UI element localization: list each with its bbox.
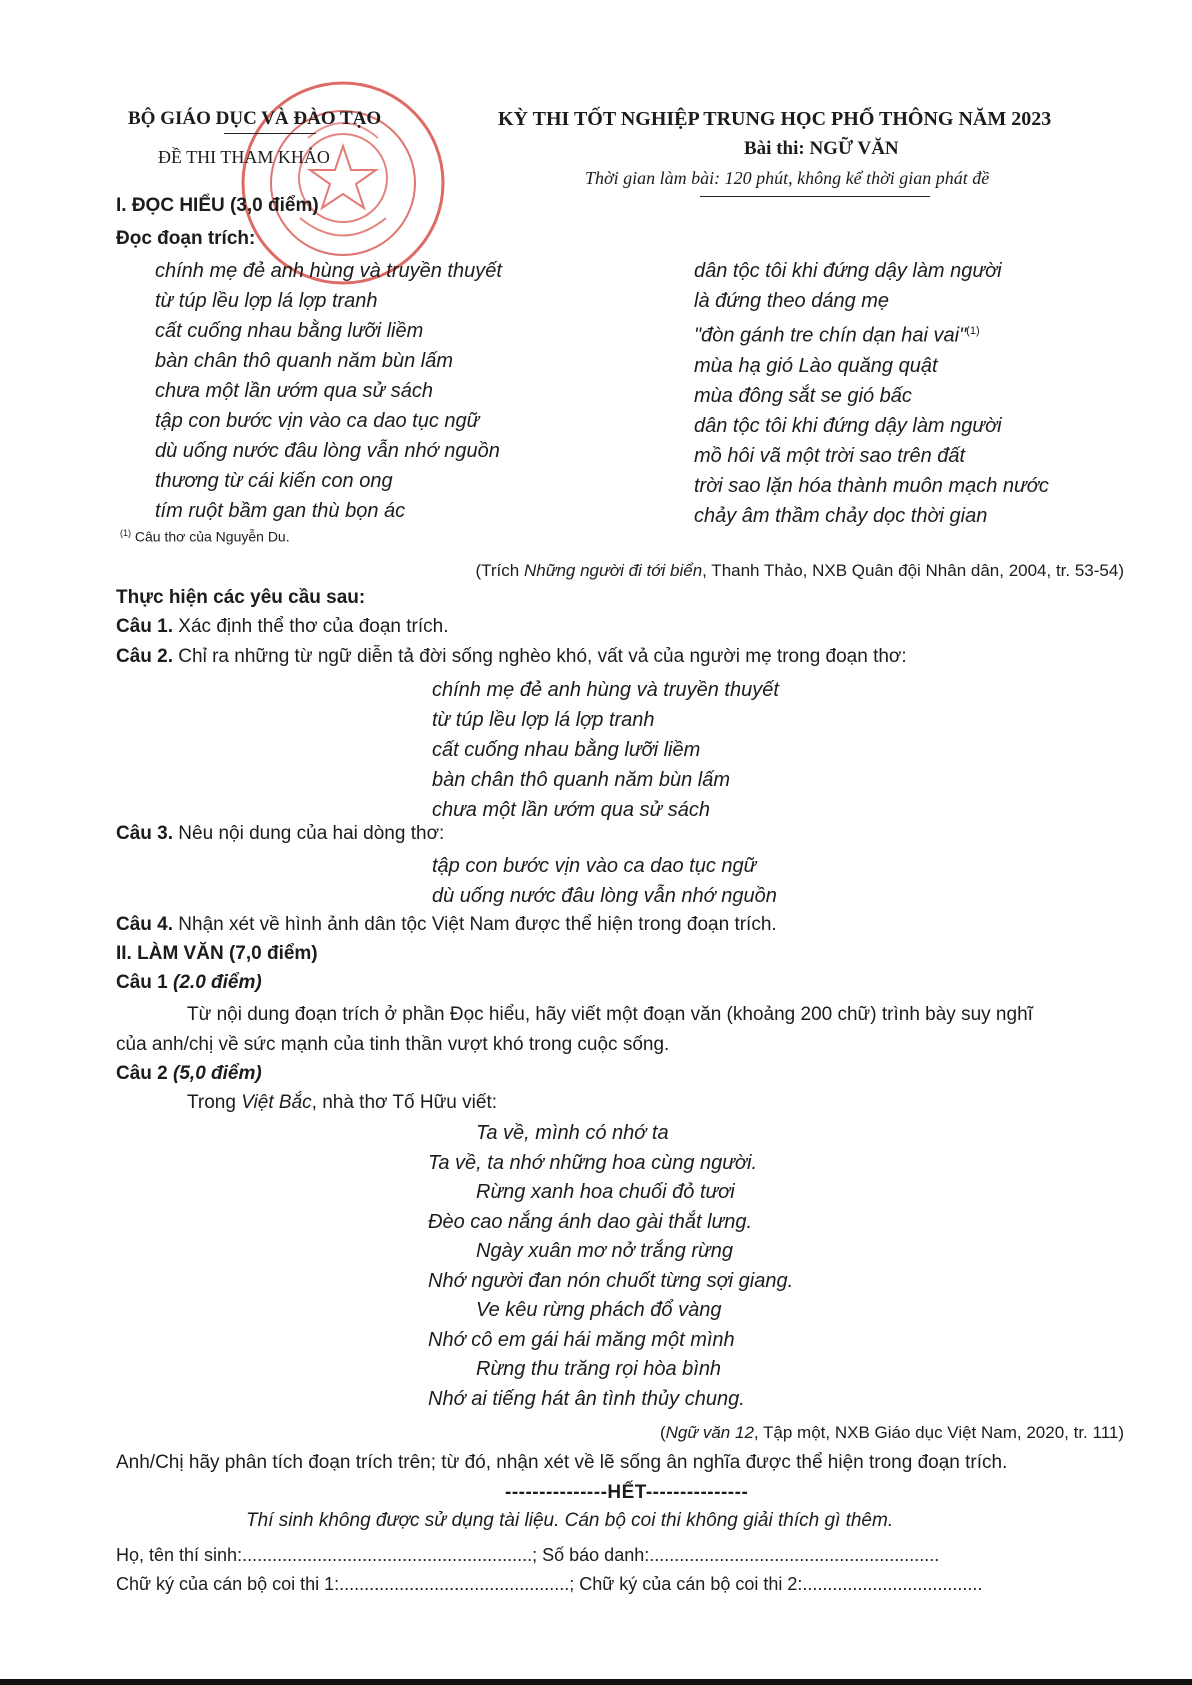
poem-line: tập con bước vịn vào ca dao tục ngữ [155, 410, 480, 432]
footnote-ref: (1) [966, 325, 980, 337]
poem-line: Ngày xuân mơ nở trắng rừng [476, 1240, 733, 1262]
essay-points: (5,0 điểm) [173, 1063, 262, 1084]
poem-line: chính mẹ đẻ anh hùng và truyền thuyết [155, 260, 502, 282]
poem-line: Rừng thu trăng rọi hòa bình [476, 1358, 722, 1380]
poem-line: Đèo cao nắng ánh dao gài thắt lưng. [428, 1210, 753, 1233]
exam-notice: Thí sinh không được sử dụng tài liệu. Cán bộ coi thi không giải thích gì thêm. [246, 1510, 894, 1531]
poem-line: Ta về, ta nhớ những hoa cùng người. [428, 1151, 758, 1174]
essay-1-text-line-2: của anh/chị về sức mạnh của tinh thần vượt khó trong cuộc sống. [116, 1034, 670, 1055]
essay-2-heading [116, 1063, 262, 1086]
poem-line: cất cuống nhau bằng lưỡi liềm [155, 320, 424, 342]
source-open: ( [659, 1423, 666, 1442]
viet-bac-poem [428, 1119, 793, 1414]
intro-work: Việt Bắc [241, 1092, 312, 1113]
quote-line: cất cuống nhau bằng lưỡi liềm [432, 739, 701, 761]
essay-source [660, 1423, 1124, 1443]
poem-line: "đòn gánh tre chín dạn hai vai" [694, 324, 967, 347]
question-text: Nêu nội dung của hai dòng thơ: [173, 823, 445, 844]
poem-line: chảy âm thầm chảy dọc thời gian [694, 504, 988, 527]
source-suffix: , Thanh Thảo, NXB Quân đội Nhân dân, 2004, tr. 53-54) [702, 561, 1124, 580]
essay-label: Câu 1 [116, 972, 168, 993]
essay-label: Câu 2 [116, 1063, 168, 1084]
essay-points: (2.0 điểm) [173, 972, 262, 993]
quote-line: chưa một lần ướm qua sử sách [432, 799, 711, 821]
candidate-info-line: Họ, tên thí sinh:..........................................................; Số báo danh:.......................................................... [116, 1545, 940, 1565]
poem-line: Ta về, mình có nhớ ta [476, 1122, 669, 1144]
intro-b: , nhà thơ Tố Hữu viết: [311, 1092, 498, 1113]
requirements-heading: Thực hiện các yêu cầu sau: [116, 587, 366, 608]
reading-intro: Đọc đoạn trích: [116, 228, 256, 249]
footnote-mark: (1) [120, 528, 131, 538]
reading-source [475, 561, 1124, 581]
question-3-quote [432, 851, 777, 911]
poem-line: Nhớ cô em gái hái măng một mình [428, 1328, 735, 1351]
header-divider-right [700, 196, 930, 197]
poem-left-column [155, 256, 502, 526]
poem-line: mùa đông sắt se gió bấc [694, 384, 912, 407]
poem-right-column [694, 256, 1049, 531]
source-title: Ngữ văn 12 [665, 1423, 754, 1442]
question-2-quote [432, 675, 779, 825]
source-prefix: (Trích [475, 561, 524, 580]
quote-line: từ túp lều lợp lá lợp tranh [432, 709, 655, 731]
question-label: Câu 3. [116, 823, 174, 844]
poem-line: tím ruột bầm gan thù bọn ác [155, 500, 406, 522]
ministry-name: BỘ GIÁO DỤC VÀ ĐÀO TẠO [128, 108, 382, 129]
poem-line: mồ hôi vã một trời sao trên đất [694, 444, 966, 467]
question-2 [116, 646, 907, 669]
quote-line: chính mẹ đẻ anh hùng và truyền thuyết [432, 679, 779, 701]
poem-line: Nhớ ai tiếng hát ân tình thủy chung. [428, 1387, 745, 1410]
section-reading-title: I. ĐỌC HIỂU (3,0 điểm) [116, 195, 319, 216]
poem-line: Ve kêu rừng phách đổ vàng [476, 1299, 722, 1321]
poem-line: là đứng theo dáng mẹ [694, 290, 890, 312]
poem-line: bàn chân thô quanh năm bùn lấm [155, 350, 453, 372]
proctor-signature-line: Chữ ký của cán bộ coi thi 1:..............................................; Chữ ký của cán bộ coi thi 2:.................................... [116, 1574, 983, 1594]
essay-1-text-line-1: Từ nội dung đoạn trích ở phần Đọc hiểu, hãy viết một đoạn văn (khoảng 200 chữ) trình bày suy nghĩ [187, 1004, 1033, 1025]
question-text: Nhận xét về hình ảnh dân tộc Việt Nam được thể hiện trong đoạn trích. [173, 914, 777, 935]
poem-line: dân tộc tôi khi đứng dậy làm người [694, 260, 1002, 282]
section-writing-title: II. LÀM VĂN (7,0 điểm) [116, 943, 318, 964]
poem-line: dù uống nước đâu lòng vẫn nhớ nguồn [155, 440, 500, 462]
question-4 [116, 914, 777, 937]
exam-title: KỲ THI TỐT NGHIỆP TRUNG HỌC PHỔ THÔNG NĂM 2023 [498, 108, 1052, 130]
question-label: Câu 2. [116, 646, 174, 667]
essay-1-heading [116, 972, 262, 995]
poem-line: thương từ cái kiến con ong [155, 470, 393, 492]
source-rest: , Tập một, NXB Giáo dục Việt Nam, 2020, tr. 111) [753, 1423, 1124, 1442]
poem-line: chưa một lần ướm qua sử sách [155, 380, 434, 402]
intro-a: Trong [187, 1092, 242, 1113]
footnote [120, 528, 290, 545]
end-marker: ---------------HẾT--------------- [505, 1482, 749, 1503]
quote-line: bàn chân thô quanh năm bùn lấm [432, 769, 730, 791]
header-divider-left [224, 133, 316, 134]
question-label: Câu 1. [116, 616, 174, 637]
exam-subject: Bài thi: NGỮ VĂN [744, 138, 899, 159]
exam-type: ĐỀ THI THAM KHẢO [158, 147, 330, 167]
essay-2-intro [187, 1092, 497, 1115]
scan-edge-bar [0, 1679, 1192, 1685]
poem-line: trời sao lặn hóa thành muôn mạch nước [694, 474, 1049, 497]
exam-time-note: Thời gian làm bài: 120 phút, không kể thời gian phát đề [585, 168, 990, 188]
quote-line: tập con bước vịn vào ca dao tục ngữ [432, 855, 757, 877]
question-text: Chỉ ra những từ ngữ diễn tả đời sống nghèo khó, vất vả của người mẹ trong đoạn thơ: [173, 646, 907, 667]
essay-2-task: Anh/Chị hãy phân tích đoạn trích trên; từ đó, nhận xét về lẽ sống ân nghĩa được thể hiện trong đoạn trích. [116, 1452, 1008, 1473]
poem-line: Rừng xanh hoa chuối đỏ tươi [476, 1181, 735, 1203]
poem-line: dân tộc tôi khi đứng dậy làm người [694, 414, 1002, 437]
question-label: Câu 4. [116, 914, 174, 935]
quote-line: dù uống nước đâu lòng vẫn nhớ nguồn [432, 885, 777, 907]
footnote-text: Câu thơ của Nguyễn Du. [134, 528, 290, 545]
source-title: Những người đi tới biển [523, 561, 703, 580]
question-1 [116, 616, 449, 639]
poem-line: từ túp lều lợp lá lợp tranh [155, 290, 378, 312]
question-text: Xác định thể thơ của đoạn trích. [173, 616, 449, 637]
question-3 [116, 823, 444, 846]
poem-line: mùa hạ gió Lào quăng quật [694, 354, 938, 377]
poem-line: Nhớ người đan nón chuốt từng sợi giang. [428, 1269, 794, 1292]
